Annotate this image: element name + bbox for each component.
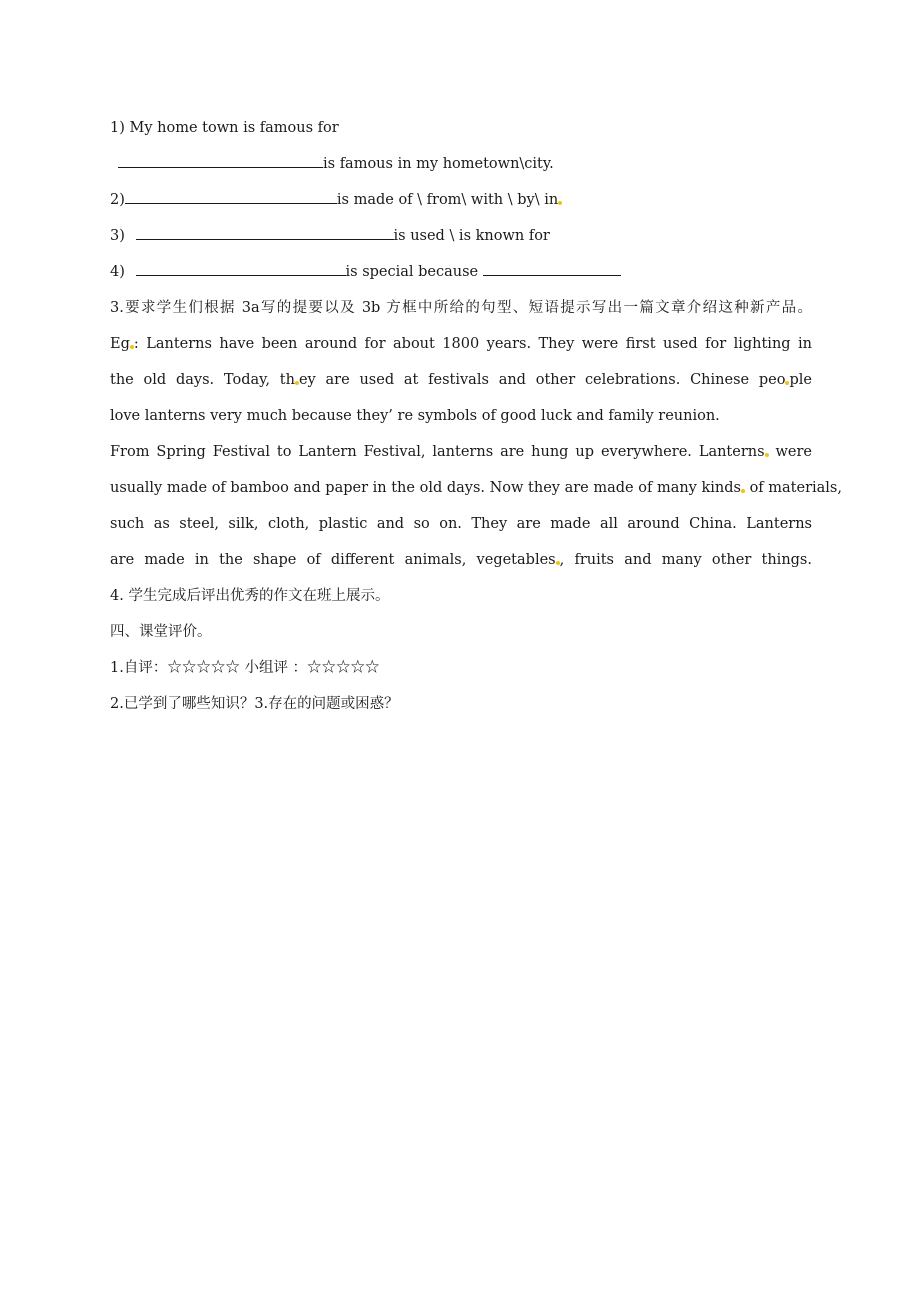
essay-line-7 (110, 542, 812, 578)
essay-text: ple (789, 372, 812, 388)
essay-text: are made in the shape of different animals, vegetables (110, 552, 556, 568)
evaluation-text: 2.已学到了哪些知识？3.存在的问题或困惑？ (110, 696, 399, 712)
essay-text: ey are used at festivals and other celebrations. Chinese peo (298, 372, 786, 388)
exercise-text: is used \ is known for (393, 228, 550, 244)
essay-text: love lanterns very much because they’ re symbols of good luck and family reunion. (110, 408, 720, 424)
exercise-number: 4) (110, 264, 125, 280)
essay-line-6 (110, 506, 812, 542)
essay-line-5 (110, 470, 842, 506)
essay-text: the old days. Today, th (110, 372, 295, 388)
essay-text: of materials, (744, 480, 842, 496)
section-heading (110, 614, 812, 650)
answer-blank[interactable] (483, 261, 621, 276)
exercise-text: 1) My home town is famous for (110, 120, 339, 136)
task-text: 4. 学生完成后评出优秀的作文在班上展示。 (110, 588, 390, 604)
essay-text: : Lanterns have been around for about 1800 years. They were first used for lighting in (133, 336, 812, 352)
task-4 (110, 578, 812, 614)
essay-text: such as steel, silk, cloth, plastic and so on. They are made all around China. Lanterns (110, 516, 812, 532)
essay-line-2 (110, 362, 812, 398)
document-body (110, 110, 842, 722)
exercise-number: 3) (110, 228, 125, 244)
exercise-text: is famous in my hometown\city. (323, 156, 554, 172)
exercise-line-5 (110, 254, 812, 290)
essay-line-3 (110, 398, 812, 434)
exercise-text: is made of \ from\ with \ by\ in (336, 192, 559, 208)
essay-line-1 (110, 326, 812, 362)
essay-line-4 (110, 434, 812, 470)
edit-mark-icon (558, 201, 562, 205)
answer-blank[interactable] (125, 189, 337, 204)
essay-text: Eg (110, 336, 130, 352)
answer-blank[interactable] (118, 153, 323, 168)
exercise-text: is special because (345, 264, 479, 280)
answer-blank[interactable] (136, 225, 394, 240)
essay-text: were (768, 444, 812, 460)
essay-text: usually made of bamboo and paper in the old days. Now they are made of many kinds (110, 480, 741, 496)
evaluation-line-1 (110, 650, 812, 686)
task-3 (110, 290, 812, 326)
evaluation-line-2 (110, 686, 812, 722)
essay-text: From Spring Festival to Lantern Festival, lanterns are hung up everywhere. Lanterns (110, 444, 765, 460)
evaluation-text: 1.自评：☆☆☆☆☆ 小组评 ：☆☆☆☆☆ (110, 660, 380, 676)
exercise-line-4 (110, 218, 812, 254)
exercise-number: 2) (110, 192, 125, 208)
answer-blank[interactable] (136, 261, 346, 276)
essay-text: , fruits and many other things. (559, 552, 812, 568)
exercise-line-1 (110, 110, 812, 146)
section-title: 四、课堂评价。 (110, 624, 212, 640)
exercise-line-3 (110, 182, 812, 218)
exercise-line-2 (110, 146, 812, 182)
task-text: 3.要求学生们根据 3a写的提要以及 3b 方框中所给的句型、短语提示写出一篇文章介绍这种新产品。 (110, 300, 812, 316)
